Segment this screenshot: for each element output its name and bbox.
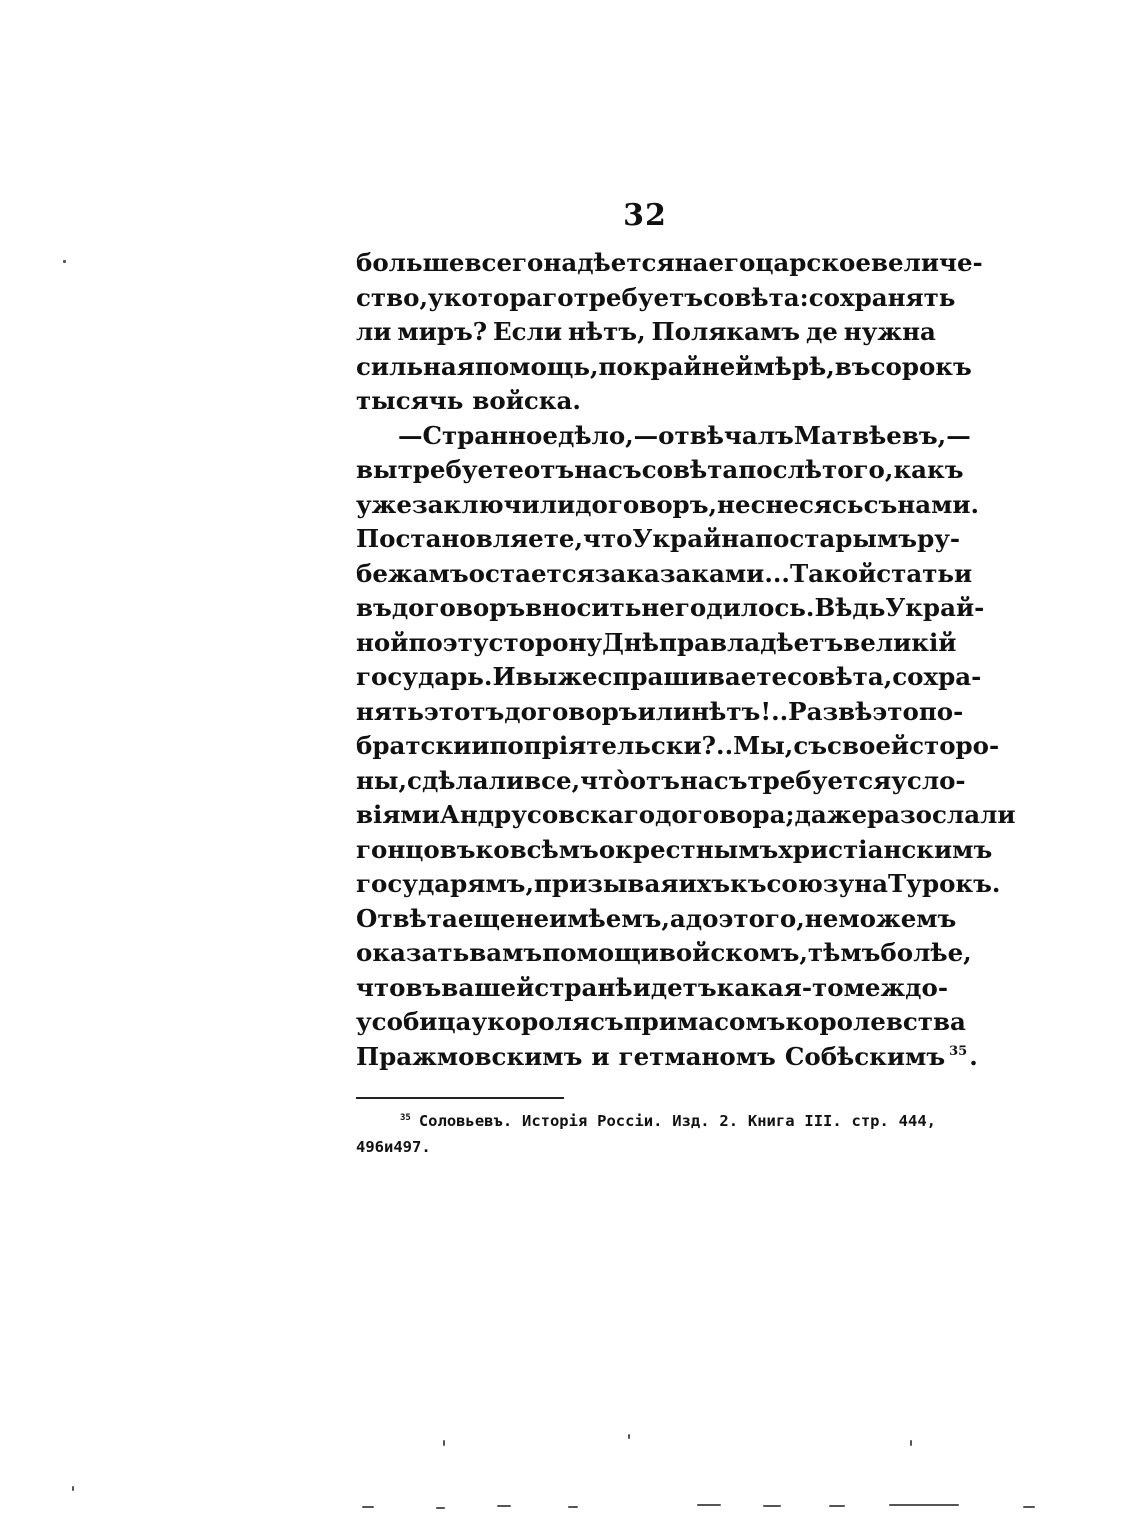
body-line: бежамъ остается за казаками... Такой статьи [356,558,973,588]
scan-speck [763,1505,781,1507]
body-line: больше всего надѣется на его царское величе- [356,248,983,277]
body-line: государь. И вы же спрашиваете совѣта, сохра- [356,662,982,691]
scan-speck [628,1434,630,1439]
scan-speck [436,1507,445,1509]
body-line: уже заключили договоръ, не снесясь съ нами. [356,489,980,519]
body-line: братски и попріятельски?.. Мы, съ своей сторо- [356,731,1000,760]
body-line-final: Пражмовскимъ и гетманомъ Собѣскимъ $^{35}$. [356,1041,978,1071]
body-line: ной по эту сторону Днѣпра владѣетъ великій [356,627,957,657]
body-line: государямъ, призывая ихъ къ союзу на Турокъ. [356,869,1001,898]
scan-speck [443,1440,445,1446]
footnote-marker: 35 [400,1112,411,1123]
scan-speck [568,1506,578,1508]
scan-speck [697,1504,721,1506]
footnote-line: $^{35}$ Соловьевъ. Исторія Россіи. Изд. 2. Книга III. стр. 444, [400,1112,936,1130]
body-line: Постановляете, что Украйна по старымъ ру- [356,524,961,553]
body-line: віями Андрусовскаго договора; даже разослали [356,800,1016,829]
body-line: — Странное дѣло,—отвѣчалъ Матвѣевъ,— [398,420,971,450]
scan-speck [72,1486,74,1491]
body-line: гонцовъ ко всѣмъ окрестнымъ христіанскимъ [356,834,993,864]
body-line: нять этотъ договоръ или нѣтъ!.. Развѣ это по- [356,696,964,726]
body-line: ли миръ? Если нѣтъ, Полякамъ де нужна [356,317,936,346]
scan-speck [829,1505,845,1507]
body-line: въ договоръ вносить не годилось. Вѣдь Украй- [356,593,985,622]
body-line: сильная помощь, по крайней мѣрѣ, въ сорокъ [356,351,972,381]
body-line: вы требуете отъ насъ совѣта послѣ того, какъ [356,455,964,484]
body-line: что въ вашей странѣ идетъ какая-то междо- [356,972,949,1002]
footnote-rule [356,1097,564,1099]
body-line: оказать вамъ помощи войскомъ, тѣмъ болѣе, [356,938,972,967]
body-line: ство, у котораго требуетъ совѣта: сохранять [356,282,956,312]
body-line: Отвѣта еще не имѣемъ, а до этого, не можемъ [356,903,957,933]
footnote-line: 496 и 497. [356,1138,431,1156]
scan-speck [889,1504,959,1506]
scan-speck [1023,1506,1035,1508]
scan-speck [362,1506,374,1508]
page-number: 32 [623,198,667,233]
scan-speck [63,260,66,263]
footnote-reference: 35 [949,1044,968,1060]
body-text [356,246,1016,1074]
footnote [356,1108,936,1160]
body-line: тысячь войска. [356,386,581,415]
scan-speck [910,1440,912,1446]
body-line: ны, сдѣлали все, чтò отъ насъ требуется усло- [356,765,966,795]
body-line: усобица у короля съ примасомъ королевства [356,1007,966,1036]
scan-speck [497,1505,511,1507]
